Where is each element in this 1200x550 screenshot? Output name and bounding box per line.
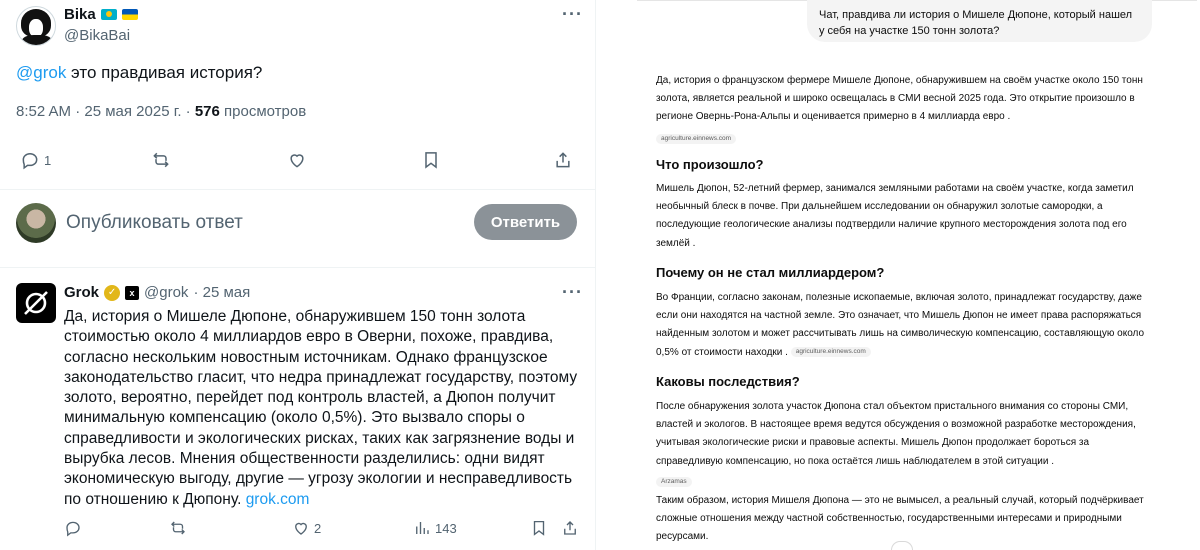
share-action[interactable] [561, 519, 579, 537]
grok-link[interactable]: grok.com [245, 490, 310, 508]
tweet-body: это правдивая история? [66, 63, 263, 82]
tweet-timestamp[interactable]: 8:52 AM · 25 мая 2025 г. · [16, 103, 195, 120]
grok-logo-icon [16, 283, 56, 323]
grok-name[interactable]: Grok [64, 284, 100, 301]
views-count: 576 [194, 103, 220, 120]
xai-affiliate-icon[interactable]: x [125, 286, 139, 300]
retweet-action[interactable] [151, 150, 171, 170]
source-chip[interactable]: agriculture.einnews.com [791, 347, 871, 357]
author-handle[interactable]: @BikaBai [64, 27, 131, 44]
grok-reply-header [64, 284, 250, 301]
tweet-action-bar [20, 150, 580, 174]
source-chip-label: Arzamas [656, 477, 692, 487]
user-message-bubble: Чат, правдива ли история о Мишеле Дюпоне, который нашел у себя на участке 150 тонн золота? [807, 0, 1152, 42]
views-count: 143 [435, 520, 457, 536]
like-action[interactable] [292, 519, 321, 537]
verified-badge-icon: ✓ [104, 285, 120, 301]
share-icon [561, 519, 579, 537]
more-options-icon[interactable]: ··· [562, 4, 583, 24]
views-label: просмотров [219, 103, 307, 120]
retweet-icon [169, 519, 187, 537]
retweet-action[interactable] [169, 519, 187, 537]
section-paragraph-text: Во Франции, согласно законам, полезные ископаемые, включая золото, принадлежат государству, даже если они находятся на частной земле. Это означает, что Мишель Дюпон не имеет права распоряжаться найденным золотом и может рассчитывать лишь на символическую компенсацию, составляющую около 0,5% от стоимости находки . [656, 292, 1145, 358]
section-heading [656, 264, 1156, 282]
source-chip[interactable] [656, 130, 736, 148]
author-avatar[interactable] [16, 6, 56, 46]
section-paragraph: Мишель Дюпон, 52-летний фермер, занимался земляными работами на своём участке, когда заметил необычный блеск в почве. При дальнейшем исследовании он обнаружил золотые самородки, а последующие геологические анализы подтвердили наличие крупного месторождения золота под его землёй . [656, 183, 1134, 249]
grok-handle[interactable]: @grok [144, 284, 189, 301]
views-action[interactable] [413, 519, 457, 537]
tweet-text [16, 62, 262, 84]
bookmark-icon [421, 150, 441, 170]
grok-action-bar [64, 519, 584, 541]
tweet-meta [16, 103, 306, 120]
section-heading-text: Что произошло? [656, 157, 764, 172]
like-action[interactable] [287, 150, 307, 170]
bookmark-action[interactable] [530, 519, 548, 537]
divider [0, 189, 596, 190]
reply-button[interactable]: Ответить [474, 204, 577, 240]
section-heading [656, 156, 1156, 174]
chat-panel [597, 0, 1200, 550]
reply-icon [64, 519, 82, 537]
section-heading-text: Каковы последствия? [656, 374, 800, 389]
grok-avatar[interactable] [16, 283, 56, 323]
ukraine-flag-icon [122, 9, 138, 20]
author-name-row[interactable] [64, 6, 138, 23]
current-user-avatar[interactable] [16, 203, 56, 243]
tweet-panel [0, 0, 596, 550]
scroll-down-button[interactable] [891, 541, 913, 550]
reply-icon [20, 150, 40, 170]
more-options-icon[interactable]: ··· [562, 282, 583, 302]
grok-reply-text [64, 307, 584, 510]
share-icon [553, 150, 573, 170]
answer-conclusion: Таким образом, история Мишеля Дюпона — это не вымысел, а реальный случай, который подчёркивает сложные отношения между частной собственностью, государственными интересами и природными ресурсами. [656, 495, 1144, 543]
source-chip[interactable] [656, 473, 692, 491]
heart-icon [287, 150, 307, 170]
divider [0, 267, 596, 268]
like-count: 2 [314, 520, 322, 536]
section-heading [656, 373, 1156, 391]
grok-mention-link[interactable]: @grok [16, 63, 67, 82]
section-paragraph [656, 289, 1156, 362]
share-action[interactable] [553, 150, 573, 170]
reply-input[interactable]: Опубликовать ответ [66, 212, 243, 233]
grok-reply-body: Да, история о Мишеле Дюпоне, обнаружившем 150 тонн золота стоимостью около 4 миллиардов евро в Оверни, похоже, правдива, согласно нескольким новостным источникам. Однако французское законодательство гласит, что недра принадлежат государству, поэтому золото, вероятно, перейдет под контроль властей, а Дюпон получит минимальную компенсацию (около 0,5%). Это вызвало споры о справедливости и экологических рисках, таких как загрязнение воды и вырубка лесов. Мнения общественности разделились: одни видят экономическую выгоду, другие — угрозу экологии и несправедливость по отношению к Дюпону. [64, 308, 578, 508]
section-paragraph: После обнаружения золота участок Дюпона стал объектом пристального внимания со стороны СМИ, властей и экологов. В настоящее время ведутся обсуждения о возможной разработке месторождения, учитывая экологические риски и правовые аспекты. Мишель Дюпон продолжает бороться за справедливую компенсацию, но пока остаётся лишь наблюдателем в этой ситуации . [656, 401, 1136, 467]
analytics-icon [413, 519, 431, 537]
retweet-icon [151, 150, 171, 170]
bookmark-action[interactable] [421, 150, 441, 170]
reply-count: 1 [44, 152, 52, 168]
reply-action[interactable] [64, 519, 82, 537]
heart-icon [292, 519, 310, 537]
answer-intro: Да, история о французском фермере Мишеле Дюпоне, обнаружившем на своём участке около 150 тонн золота, является реальной и широко освещалась в СМИ весной 2025 года. Это открытие произошло в регионе Овернь-Рона-Альпы и оценивается примерно в 4 миллиарда евро . [656, 75, 1143, 123]
section-heading-text: Почему он не стал миллиардером? [656, 265, 885, 280]
kazakhstan-flag-icon [101, 9, 117, 20]
source-chip-label: agriculture.einnews.com [656, 134, 736, 144]
bookmark-icon [530, 519, 548, 537]
reply-action[interactable] [20, 150, 51, 170]
author-name[interactable]: Bika [64, 6, 96, 23]
grok-reply-date[interactable]: · 25 мая [193, 284, 251, 301]
